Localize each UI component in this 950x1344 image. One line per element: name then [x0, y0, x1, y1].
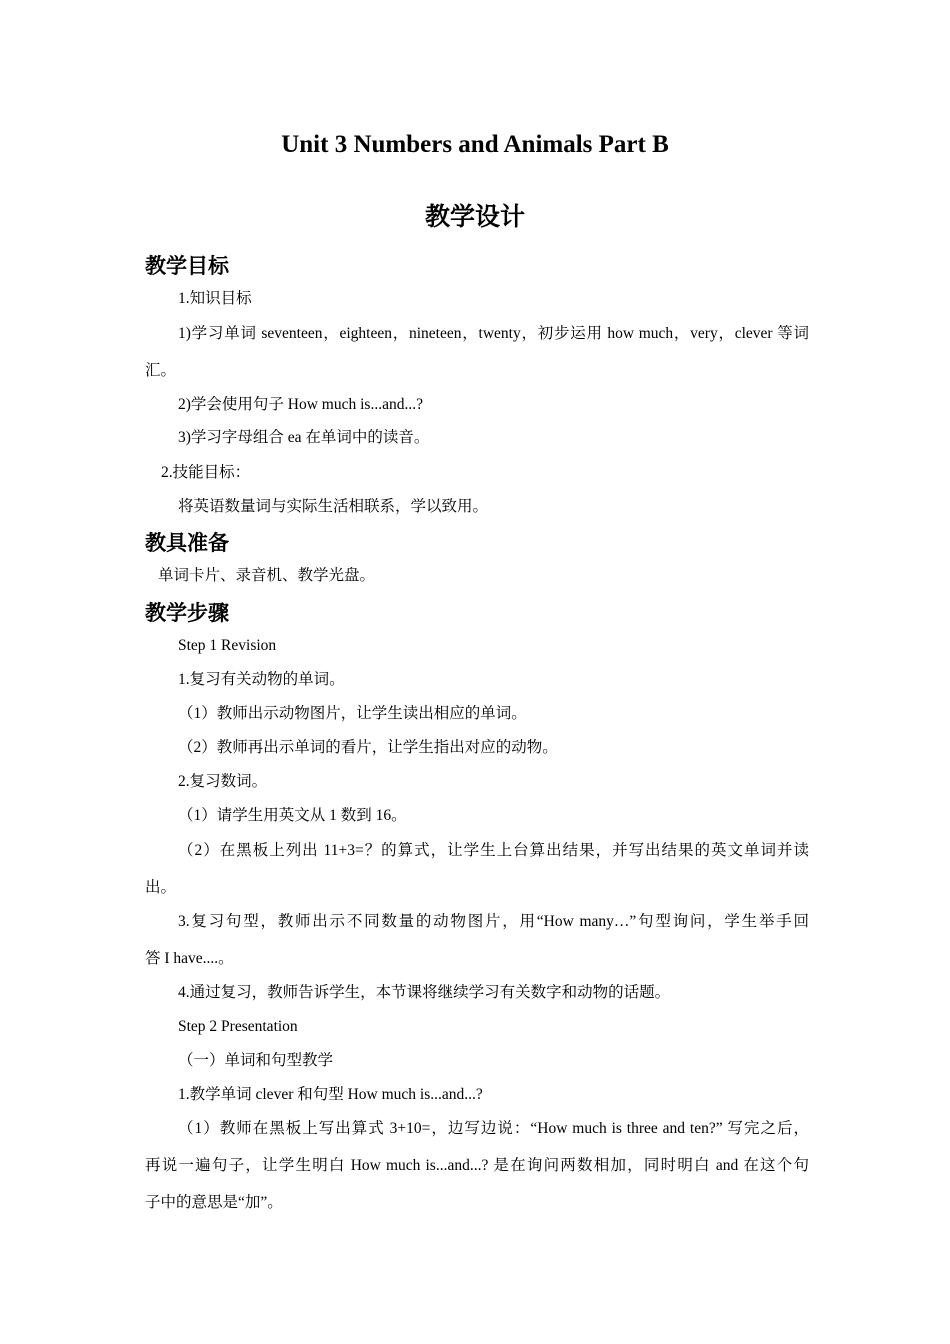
step2-item-1: 1.教学单词 clever 和句型 How much is...and...? [178, 1086, 483, 1103]
knowledge-goal-label: 1.知识目标 [178, 290, 252, 307]
step1-item-2b-line1: （2）在黑板上列出 11+3=？的算式，让学生上台算出结果，并写出结果的英文单词并读 [178, 842, 809, 859]
document-subtitle: 教学设计 [424, 202, 525, 231]
step1-item-1a: （1）教师出示动物图片，让学生读出相应的单词。 [178, 705, 527, 722]
step2-item-1a-line1: （1）教师在黑板上写出算式 3+10=，边写边说：“How much is three and ten?” 写完之后， [178, 1120, 809, 1137]
step1-title: Step 1 Revision [178, 637, 277, 654]
section-heading-materials: 教具准备 [145, 531, 229, 555]
knowledge-goal-1-line1: 1)学习单词 seventeen，eighteen，nineteen，twenty，初步运用 how much，very，clever 等词 [178, 325, 809, 342]
materials-text: 单词卡片、录音机、教学光盘。 [158, 567, 376, 584]
step1-item-3-line2: 答 I have....。 [145, 950, 234, 967]
step1-item-4: 4.通过复习，教师告诉学生，本节课将继续学习有关数字和动物的话题。 [178, 984, 671, 1001]
knowledge-goal-2: 2)学会使用句子 How much is...and...? [178, 396, 423, 413]
document-title: Unit 3 Numbers and Animals Part B [281, 131, 669, 158]
step2-item-1a-line3: 子中的意思是“加”。 [145, 1194, 283, 1211]
step2-title: Step 2 Presentation [178, 1018, 298, 1035]
section-heading-objectives: 教学目标 [145, 254, 229, 278]
step1-item-2a: （1）请学生用英文从 1 数到 16。 [178, 807, 407, 824]
skill-goal-label: 2.技能目标： [161, 464, 251, 481]
section-heading-steps: 教学步骤 [145, 601, 229, 625]
step1-item-2: 2.复习数词。 [178, 773, 268, 790]
step1-item-3-line1: 3.复习句型，教师出示不同数量的动物图片，用“How many…”句型询问，学生举手回 [178, 913, 809, 930]
step2-item-1a-line2: 再说一遍句子，让学生明白 How much is...and...? 是在询问两数相加，同时明白 and 在这个句 [145, 1157, 809, 1174]
step2-part1-heading: （一）单词和句型教学 [178, 1052, 334, 1069]
step1-item-1: 1.复习有关动物的单词。 [178, 671, 345, 688]
knowledge-goal-3: 3)学习字母组合 ea 在单词中的读音。 [178, 429, 430, 446]
knowledge-goal-1-line2: 汇。 [145, 362, 177, 379]
step1-item-1b: （2）教师再出示单词的看片，让学生指出对应的动物。 [178, 739, 558, 756]
skill-goal-text: 将英语数量词与实际生活相联系，学以致用。 [178, 498, 489, 515]
step1-item-2b-line2: 出。 [145, 879, 177, 896]
